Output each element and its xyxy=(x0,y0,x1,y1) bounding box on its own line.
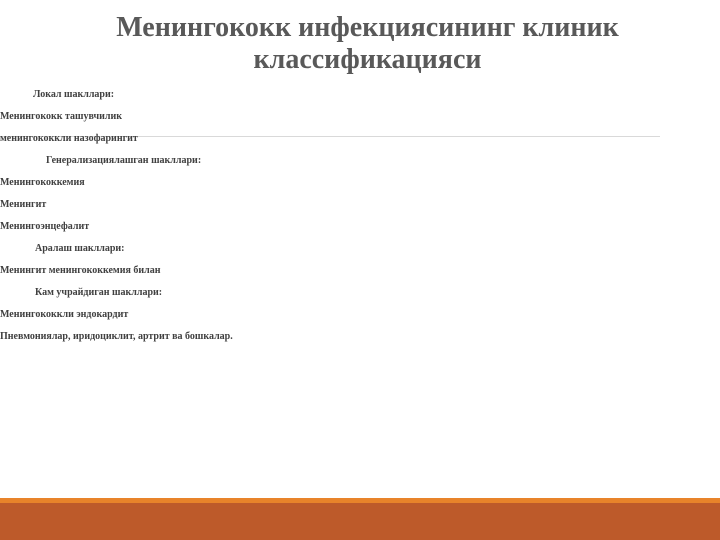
slide-title: Менингококк инфекциясининг клиник классификацияси xyxy=(116,12,619,75)
section-heading-generalized: Генерализациялашган шакллари: xyxy=(46,155,202,166)
list-item: Менингококкли эндокардит xyxy=(0,309,129,320)
list-item: менингококкли назофарингит xyxy=(0,133,138,144)
list-item: Менингит xyxy=(0,199,47,210)
list-item: Менингоэнцефалит xyxy=(0,221,90,232)
list-item: Менингококк ташувчилик xyxy=(0,111,123,122)
list-item: Менингит менингококкемия билан xyxy=(0,265,161,276)
list-item: Пневмониялар, иридоциклит, артрит ва бошкалар. xyxy=(0,331,233,342)
list-item: Менингококкемия xyxy=(0,177,85,188)
section-heading-mixed: Аралаш шакллари: xyxy=(35,243,125,254)
section-heading-local: Локал шакллари: xyxy=(33,89,115,100)
footer-bar xyxy=(0,503,720,540)
section-heading-rare: Кам учрайдиган шакллари: xyxy=(35,287,163,298)
